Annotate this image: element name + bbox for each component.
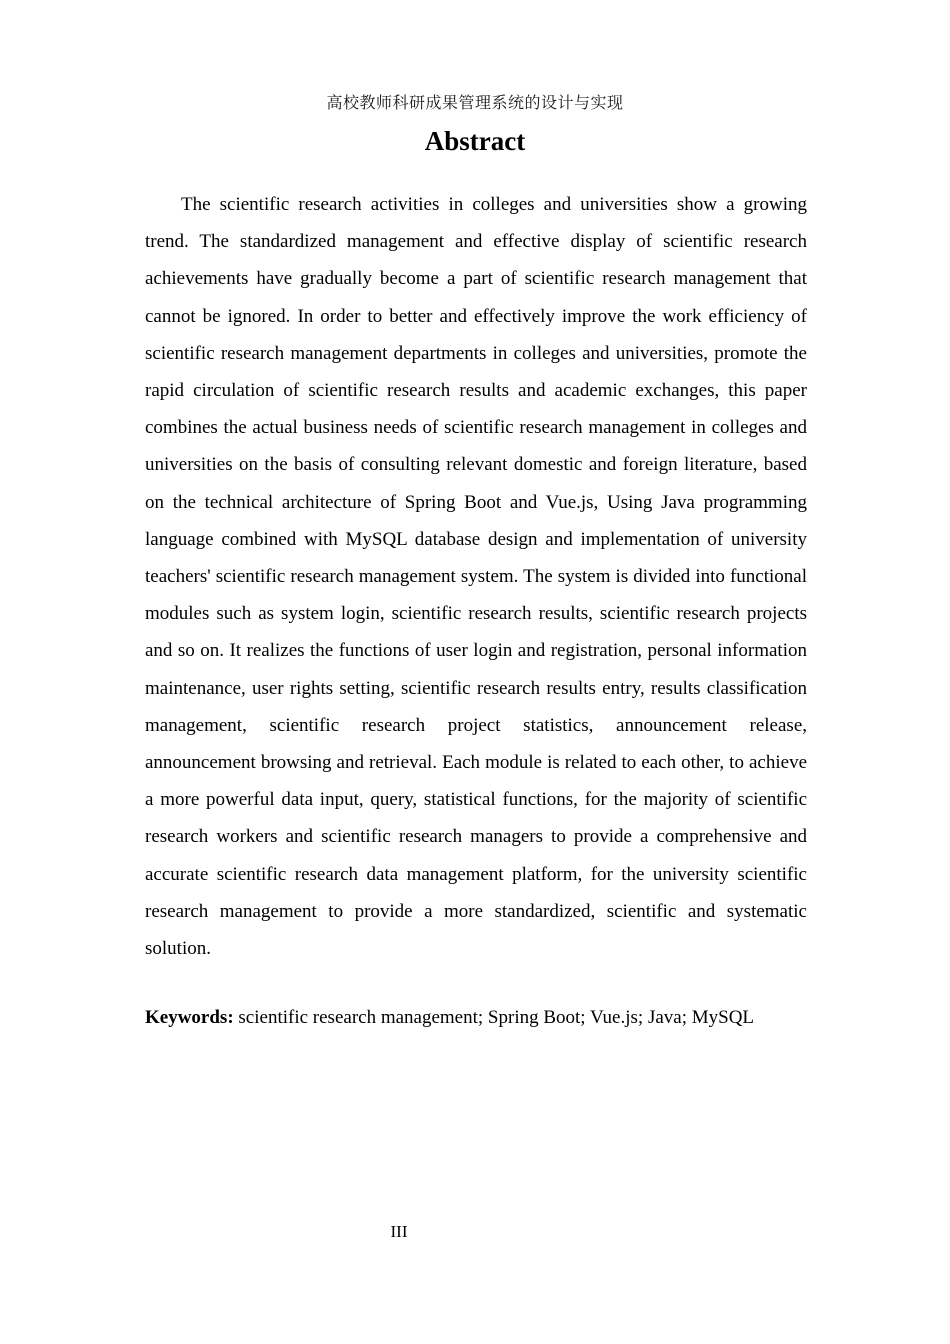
keywords-line bbox=[145, 1004, 807, 1032]
abstract-paragraph: The scientific research activities in colleges and universities show a growing trend. The standardized management and effective display of scientific research achievements have gradually become a part of scientific research management that cannot be ignored. In order to better and effectively improve the work efficiency of scientific research management departments in colleges and universities, promote the rapid circulation of scientific research results and academic exchanges, this paper combines the actual business needs of scientific research management in colleges and universities on the basis of consulting relevant domestic and foreign literature, based on the technical architecture of Spring Boot and Vue.js, Using Java programming language combined with MySQL database design and implementation of university teachers' scientific research management system. The system is divided into functional modules such as system login, scientific research results, scientific research projects and so on. It realizes the functions of user login and registration, personal information maintenance, user rights setting, scientific research results entry, results classification management, scientific research project statistics, announcement release, announcement browsing and retrieval. Each module is related to each other, to achieve a more powerful data input, query, statistical functions, for the majority of scientific research workers and scientific research managers to provide a comprehensive and accurate scientific research data management platform, for the university scientific research management to provide a more standardized, scientific and systematic solution. bbox=[145, 194, 807, 960]
abstract-body bbox=[145, 186, 807, 967]
abstract-title: Abstract bbox=[424, 126, 526, 156]
page-number: III bbox=[390, 1222, 408, 1241]
running-header: 高校教师科研成果管理系统的设计与实现 bbox=[326, 95, 624, 112]
keywords-text: scientific research management; Spring Boot; Vue.js; Java; MySQL bbox=[233, 1007, 755, 1028]
keywords-label: Keywords: bbox=[145, 1007, 234, 1028]
